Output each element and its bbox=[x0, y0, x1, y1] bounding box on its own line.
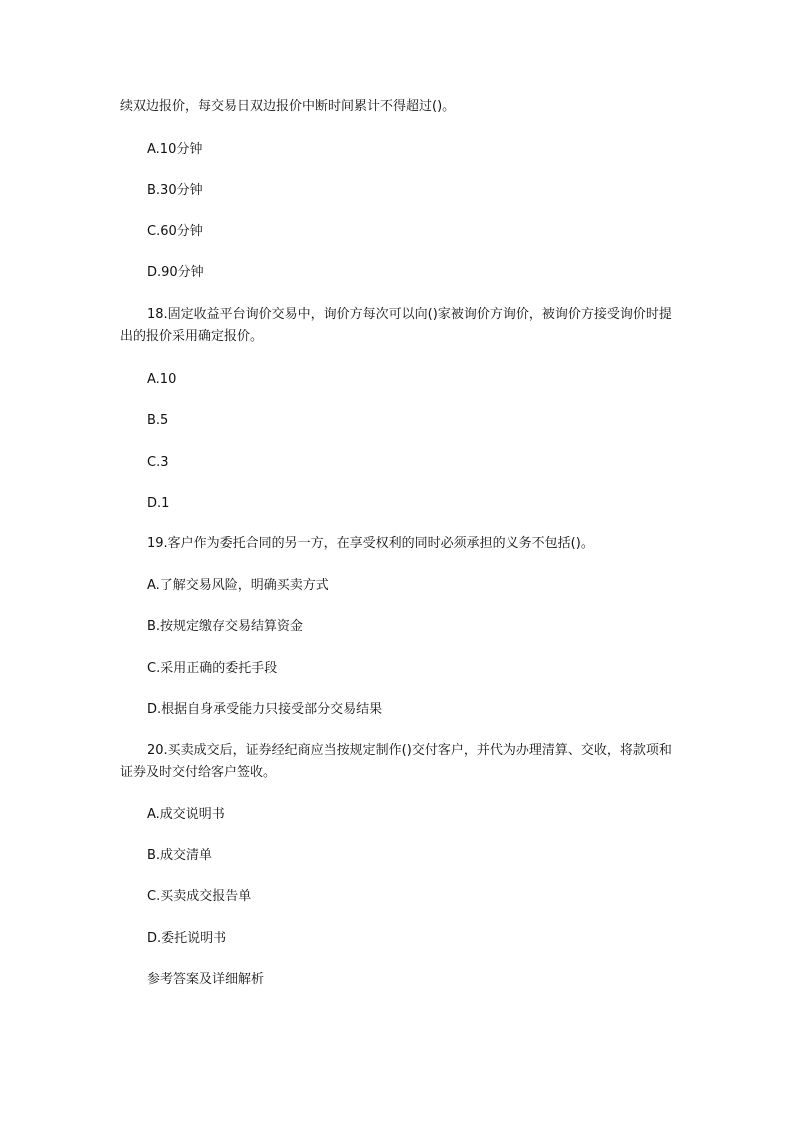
q19-option-a: A.了解交易风险，明确买卖方式 bbox=[147, 578, 329, 593]
q20-option-d: D.委托说明书 bbox=[147, 931, 227, 946]
q17-option-c: C.60分钟 bbox=[147, 224, 203, 239]
question-17-continuation: 续双边报价，每交易日双边报价中断时间累计不得超过()。 bbox=[120, 99, 456, 114]
q17-option-b: B.30分钟 bbox=[147, 183, 203, 198]
q17-option-a: A.10分钟 bbox=[147, 142, 203, 157]
q18-option-d: D.1 bbox=[147, 496, 170, 511]
question-18-stem: 18.固定收益平台询价交易中，询价方每次可以向()家被询价方询价，被询价方接受询价时提出的报价采用确定报价。 bbox=[120, 307, 672, 344]
q19-option-c: C.采用正确的委托手段 bbox=[147, 661, 278, 676]
question-20-stem: 20.买卖成交后，证券经纪商应当按规定制作()交付客户，并代为办理清算、交收，将款项和证券及时交付给客户签收。 bbox=[120, 743, 672, 780]
q18-option-b: B.5 bbox=[147, 413, 169, 428]
q20-option-b: B.成交清单 bbox=[147, 848, 213, 863]
q20-option-c: C.买卖成交报告单 bbox=[147, 889, 252, 904]
answer-section-heading: 参考答案及详细解析 bbox=[147, 972, 265, 987]
q18-option-c: C.3 bbox=[147, 455, 169, 470]
q20-option-a: A.成交说明书 bbox=[147, 807, 225, 822]
q18-option-a: A.10 bbox=[147, 372, 177, 387]
q19-option-b: B.按规定缴存交易结算资金 bbox=[147, 619, 304, 634]
q17-option-d: D.90分钟 bbox=[147, 265, 204, 280]
q19-option-d: D.根据自身承受能力只接受部分交易结果 bbox=[147, 702, 383, 717]
question-19-stem: 19.客户作为委托合同的另一方，在享受权利的同时必须承担的义务不包括()。 bbox=[147, 536, 594, 551]
